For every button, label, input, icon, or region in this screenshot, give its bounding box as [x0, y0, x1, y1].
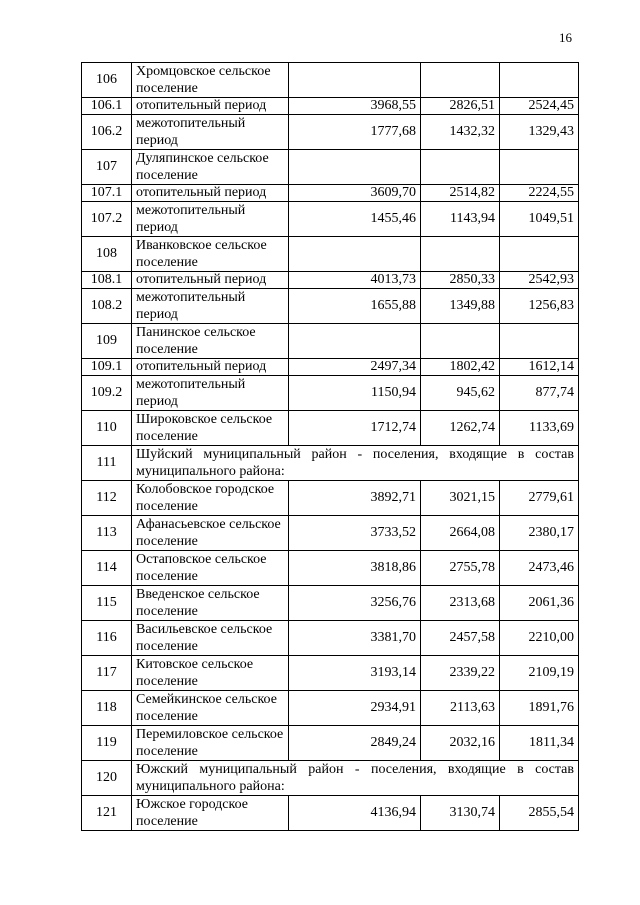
- value-cell-1: 1150,94: [289, 376, 421, 411]
- value-cell-1: 4136,94: [289, 796, 421, 831]
- row-number-cell: 118: [82, 691, 132, 726]
- row-number-cell: 109.2: [82, 376, 132, 411]
- table-row: [82, 150, 579, 185]
- tariff-table-body: [82, 63, 579, 831]
- table-row: [82, 796, 579, 831]
- value-cell-2: 1143,94: [421, 202, 500, 237]
- value-cell-1: 2934,91: [289, 691, 421, 726]
- value-cell-2: 2313,68: [421, 586, 500, 621]
- row-number-cell: 108: [82, 237, 132, 272]
- value-cell-2: 2457,58: [421, 621, 500, 656]
- value-cell-2: 2339,22: [421, 656, 500, 691]
- table-row: [82, 586, 579, 621]
- value-cell-3: [500, 237, 579, 272]
- value-cell-3: [500, 63, 579, 98]
- table-row: [82, 324, 579, 359]
- value-cell-3: 2380,17: [500, 516, 579, 551]
- value-cell-1: [289, 324, 421, 359]
- table-row: [82, 185, 579, 202]
- table-row: [82, 376, 579, 411]
- page-number: 16: [559, 30, 572, 45]
- row-number-cell: 115: [82, 586, 132, 621]
- value-cell-3: [500, 150, 579, 185]
- settlement-name-cell: межотопительный период: [132, 289, 289, 324]
- value-cell-3: 1811,34: [500, 726, 579, 761]
- value-cell-3: 1612,14: [500, 359, 579, 376]
- settlement-name-cell: Перемиловское сельское поселение: [132, 726, 289, 761]
- value-cell-1: 4013,73: [289, 272, 421, 289]
- value-cell-1: 3193,14: [289, 656, 421, 691]
- row-number-cell: 107.1: [82, 185, 132, 202]
- row-number-cell: 114: [82, 551, 132, 586]
- value-cell-3: 2210,00: [500, 621, 579, 656]
- settlement-name-cell: отопительный период: [132, 359, 289, 376]
- row-number-cell: 108.2: [82, 289, 132, 324]
- table-row: [82, 289, 579, 324]
- table-row: [82, 411, 579, 446]
- value-cell-1: 3609,70: [289, 185, 421, 202]
- settlement-name-cell: отопительный период: [132, 98, 289, 115]
- table-row: [82, 726, 579, 761]
- value-cell-2: [421, 63, 500, 98]
- value-cell-1: 3733,52: [289, 516, 421, 551]
- value-cell-3: 1329,43: [500, 115, 579, 150]
- value-cell-1: 3381,70: [289, 621, 421, 656]
- table-row: [82, 656, 579, 691]
- value-cell-3: 1049,51: [500, 202, 579, 237]
- value-cell-1: [289, 150, 421, 185]
- table-row: [82, 359, 579, 376]
- value-cell-2: [421, 150, 500, 185]
- settlement-name-cell: Афанасьевское сельское поселение: [132, 516, 289, 551]
- row-number-cell: 109.1: [82, 359, 132, 376]
- value-cell-2: 945,62: [421, 376, 500, 411]
- value-cell-2: 3130,74: [421, 796, 500, 831]
- district-heading-cell: Шуйский муниципальный район - поселения, входящие в состав муниципального района:: [132, 446, 579, 481]
- value-cell-1: 2497,34: [289, 359, 421, 376]
- value-cell-3: 1891,76: [500, 691, 579, 726]
- district-heading-cell: Южский муниципальный район - поселения, входящие в состав муниципального района:: [132, 761, 579, 796]
- row-number-cell: 113: [82, 516, 132, 551]
- value-cell-2: 2113,63: [421, 691, 500, 726]
- row-number-cell: 107: [82, 150, 132, 185]
- value-cell-2: 1432,32: [421, 115, 500, 150]
- settlement-name-cell: Иванковское сельское поселение: [132, 237, 289, 272]
- row-number-cell: 112: [82, 481, 132, 516]
- value-cell-2: [421, 324, 500, 359]
- value-cell-2: 2514,82: [421, 185, 500, 202]
- tariff-table: [81, 62, 579, 831]
- value-cell-3: 2473,46: [500, 551, 579, 586]
- settlement-name-cell: Васильевское сельское поселение: [132, 621, 289, 656]
- value-cell-3: [500, 324, 579, 359]
- table-row: [82, 98, 579, 115]
- settlement-name-cell: Южское городское поселение: [132, 796, 289, 831]
- value-cell-2: 1349,88: [421, 289, 500, 324]
- value-cell-1: 1455,46: [289, 202, 421, 237]
- value-cell-1: [289, 63, 421, 98]
- row-number-cell: 107.2: [82, 202, 132, 237]
- table-row: [82, 446, 579, 481]
- value-cell-2: 2664,08: [421, 516, 500, 551]
- row-number-cell: 109: [82, 324, 132, 359]
- value-cell-2: 1802,42: [421, 359, 500, 376]
- settlement-name-cell: межотопительный период: [132, 115, 289, 150]
- table-row: [82, 761, 579, 796]
- settlement-name-cell: межотопительный период: [132, 202, 289, 237]
- settlement-name-cell: Хромцовское сельское поселение: [132, 63, 289, 98]
- value-cell-3: 2109,19: [500, 656, 579, 691]
- value-cell-1: 3818,86: [289, 551, 421, 586]
- settlement-name-cell: межотопительный период: [132, 376, 289, 411]
- value-cell-1: 1777,68: [289, 115, 421, 150]
- value-cell-1: 3968,55: [289, 98, 421, 115]
- value-cell-2: 2826,51: [421, 98, 500, 115]
- value-cell-3: 2855,54: [500, 796, 579, 831]
- value-cell-2: 3021,15: [421, 481, 500, 516]
- row-number-cell: 121: [82, 796, 132, 831]
- table-row: [82, 115, 579, 150]
- value-cell-3: 2224,55: [500, 185, 579, 202]
- row-number-cell: 111: [82, 446, 132, 481]
- value-cell-2: 2850,33: [421, 272, 500, 289]
- value-cell-1: 3256,76: [289, 586, 421, 621]
- table-row: [82, 237, 579, 272]
- table-row: [82, 63, 579, 98]
- value-cell-3: 877,74: [500, 376, 579, 411]
- table-row: [82, 551, 579, 586]
- row-number-cell: 108.1: [82, 272, 132, 289]
- value-cell-1: 3892,71: [289, 481, 421, 516]
- row-number-cell: 116: [82, 621, 132, 656]
- settlement-name-cell: Панинское сельское поселение: [132, 324, 289, 359]
- value-cell-1: 2849,24: [289, 726, 421, 761]
- value-cell-2: 2032,16: [421, 726, 500, 761]
- row-number-cell: 120: [82, 761, 132, 796]
- value-cell-3: 1256,83: [500, 289, 579, 324]
- settlement-name-cell: отопительный период: [132, 272, 289, 289]
- value-cell-2: 2755,78: [421, 551, 500, 586]
- value-cell-1: 1655,88: [289, 289, 421, 324]
- table-row: [82, 691, 579, 726]
- row-number-cell: 106.2: [82, 115, 132, 150]
- settlement-name-cell: Широковское сельское поселение: [132, 411, 289, 446]
- row-number-cell: 117: [82, 656, 132, 691]
- settlement-name-cell: Введенское сельское поселение: [132, 586, 289, 621]
- value-cell-3: 1133,69: [500, 411, 579, 446]
- table-row: [82, 202, 579, 237]
- value-cell-1: [289, 237, 421, 272]
- settlement-name-cell: Китовское сельское поселение: [132, 656, 289, 691]
- settlement-name-cell: Остаповское сельское поселение: [132, 551, 289, 586]
- row-number-cell: 110: [82, 411, 132, 446]
- value-cell-3: 2524,45: [500, 98, 579, 115]
- value-cell-3: 2542,93: [500, 272, 579, 289]
- row-number-cell: 106.1: [82, 98, 132, 115]
- value-cell-2: [421, 237, 500, 272]
- value-cell-3: 2061,36: [500, 586, 579, 621]
- settlement-name-cell: Семейкинское сельское поселение: [132, 691, 289, 726]
- table-row: [82, 516, 579, 551]
- value-cell-1: 1712,74: [289, 411, 421, 446]
- settlement-name-cell: Дуляпинское сельское поселение: [132, 150, 289, 185]
- row-number-cell: 106: [82, 63, 132, 98]
- table-row: [82, 481, 579, 516]
- value-cell-3: 2779,61: [500, 481, 579, 516]
- table-row: [82, 621, 579, 656]
- settlement-name-cell: Колобовское городское поселение: [132, 481, 289, 516]
- value-cell-2: 1262,74: [421, 411, 500, 446]
- row-number-cell: 119: [82, 726, 132, 761]
- settlement-name-cell: отопительный период: [132, 185, 289, 202]
- table-row: [82, 272, 579, 289]
